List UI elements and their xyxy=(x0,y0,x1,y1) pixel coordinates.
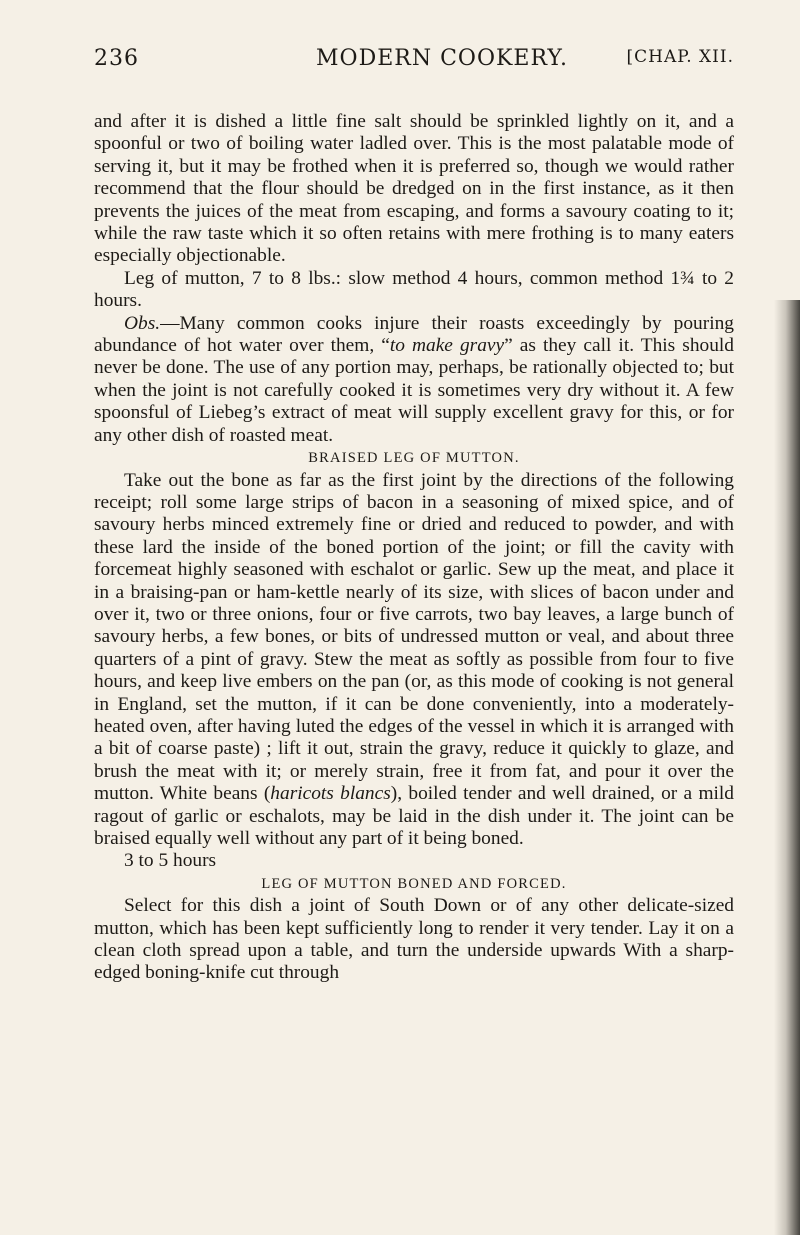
chapter-reference: [CHAP. XII. xyxy=(626,47,734,67)
page-number: 236 xyxy=(94,46,139,71)
heading-boned-forced: LEG OF MUTTON BONED AND FORCED. xyxy=(261,875,567,892)
page-edge-shadow xyxy=(774,300,800,1235)
obs-emphasis: to make gravy xyxy=(389,335,505,357)
paragraph-braised xyxy=(94,470,734,851)
heading-braised-leg: BRAISED LEG OF MUTTON. xyxy=(308,450,520,467)
obs-text-a: —Many common cooks injure their roasts exceedingly by pouring abundance of hot water over them, “ xyxy=(94,312,734,357)
braised-text-a: Take out the bone as far as the first joint by the directions of the following receipt; roll some large strips of bacon in a seasoning of mixed spice, and of savoury herbs minced extremely fine or dried and reduced to powder, and with these lard the inside of the boned portion of the joint; or fill the cavity with forcemeat highly seasoned with eschalot or garlic. Sew up the meat, and place it in a braising-pan or ham-kettle nearly of its size, with slices of bacon under and over it, two or three onions, four or five carrots, two bay leaves, a large bunch of savoury herbs, a few bones, or bits of undressed mutton or veal, and about three quarters of a pint of gravy. Stew the meat as softly as possible from four to five hours, and keep live embers on the pan (or, as this mode of cooking is not general in England, set the mutton, if it can be done conveniently, into a moderately-heated oven, after having luted the edges of the vessel in which it is arranged with a bit of coarse paste) ; lift it out, strain the gravy, reduce it quickly to glaze, and brush the meat with it; or merely strain, free it from fat, and pour it over the mutton. White beans ( xyxy=(94,469,734,805)
page-body xyxy=(94,111,734,985)
obs-label: Obs. xyxy=(124,312,161,334)
running-title: MODERN COOKERY. xyxy=(316,46,569,71)
paragraph-observation xyxy=(94,313,734,447)
obs-text-b: ” as they call it. This should never be done. The use of any portion may, perhaps, be rationally objected to; but when the joint is not carefully cooked it is sometimes very dry without it. A few spoonsful of Liebeg’s extract of meat will supply excellent gravy for this, or for any other dish of roasted meat. xyxy=(94,335,734,446)
paragraph-serving: and after it is dished a little fine salt should be sprinkled lightly on it, and a spoonful or two of boiling water ladled over. This is the most palatable mode of serving it, but it may be frothed when it is preferred so, though we would rather recommend that the flour should be dredged on in the first instance, as it then prevents the juices of the meat from escaping, and forms a savoury coating to it; while the raw taste which it so often retains with mere frothing is to many eaters especially objectionable. xyxy=(94,111,734,267)
braised-timing: 3 to 5 hours xyxy=(124,850,217,872)
braised-emphasis: haricots blancs xyxy=(270,783,391,805)
braised-text-b: ), boiled tender and well drained, or a mild ragout of garlic or eschalots, may be laid in the dish under it. The joint can be braised equally well without any part of it being boned. xyxy=(94,783,734,849)
running-header xyxy=(94,46,734,76)
paragraph-forced: Select for this dish a joint of South Down or of any other delicate-sized mutton, which has been kept sufficiently long to render it very tender. Lay it on a clean cloth spread upon a table, and turn the underside upwards With a sharp-edged boning-knife cut through xyxy=(94,895,734,984)
paragraph-cooking-times: Leg of mutton, 7 to 8 lbs.: slow method 4 hours, common method 1¾ to 2 hours. xyxy=(94,267,734,312)
